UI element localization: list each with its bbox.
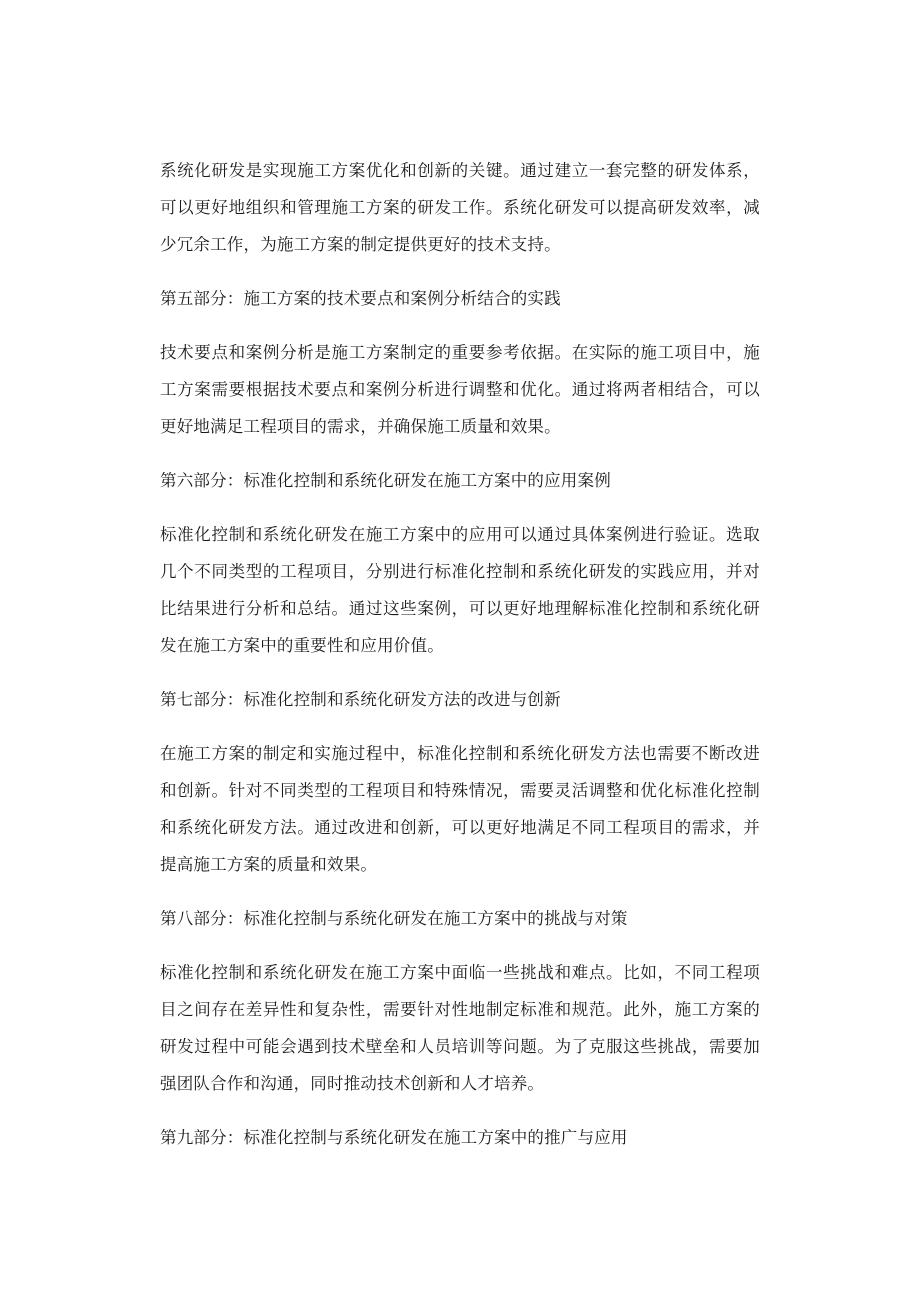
paragraph-application-cases: 标准化控制和系统化研发在施工方案中的应用可以通过具体案例进行验证。选取几个不同类型的工程项目，分别进行标准化控制和系统化研发的实践应用，并对比结果进行分析和总结。通过这些案例，可以更好地理解标准化控制和系统化研发在施工方案中的重要性和应用价值。 [160, 525, 760, 655]
paragraph-challenges: 标准化控制和系统化研发在施工方案中面临一些挑战和难点。比如，不同工程项目之间存在差异性和复杂性，需要针对性地制定标准和规范。此外，施工方案的研发过程中可能会遇到技术壁垒和人员培训等问题。为了克服这些挑战，需要加强团队合作和沟通，同时推动技术创新和人才培养。 [160, 963, 760, 1093]
paragraph-improvement-innovation: 在施工方案的制定和实施过程中，标准化控制和系统化研发方法也需要不断改进和创新。针对不同类型的工程项目和特殊情况，需要灵活调整和优化标准化控制和系统化研发方法。通过改进和创新，可以更好地满足不同工程项目的需求，并提高施工方案的质量和效果。 [160, 744, 760, 874]
section-heading-part-7: 第七部分：标准化控制和系统化研发方法的改进与创新 [160, 690, 561, 709]
paragraph-systematic-rd: 系统化研发是实现施工方案优化和创新的关键。通过建立一套完整的研发体系，可以更好地组织和管理施工方案的研发工作。系统化研发可以提高研发效率，减少冗余工作，为施工方案的制定提供更好的技术支持。 [160, 161, 760, 254]
section-heading-part-6: 第六部分：标准化控制和系统化研发在施工方案中的应用案例 [160, 471, 611, 490]
paragraph-technical-points: 技术要点和案例分析是施工方案制定的重要参考依据。在实际的施工项目中，施工方案需要根据技术要点和案例分析进行调整和优化。通过将两者相结合，可以更好地满足工程项目的需求，并确保施工质量和效果。 [160, 343, 760, 436]
section-heading-part-9: 第九部分：标准化控制与系统化研发在施工方案中的推广与应用 [160, 1128, 628, 1147]
section-heading-part-5: 第五部分：施工方案的技术要点和案例分析结合的实践 [160, 289, 561, 308]
section-heading-part-8: 第八部分：标准化控制与系统化研发在施工方案中的挑战与对策 [160, 909, 628, 928]
document-body [160, 152, 760, 1173]
